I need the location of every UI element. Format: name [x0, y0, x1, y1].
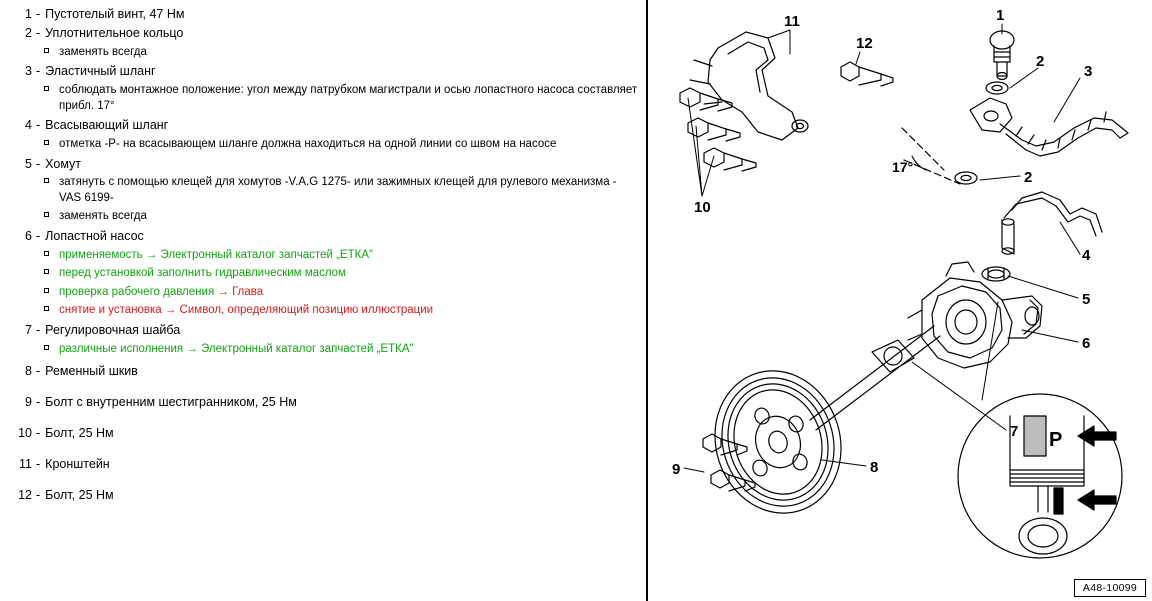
- callout-11: 11: [784, 13, 800, 30]
- list-item: [6, 487, 638, 504]
- part-note: [6, 266, 638, 282]
- callout-1: 1: [996, 7, 1005, 24]
- callout-3: 3: [1084, 63, 1093, 80]
- part-heading: [6, 228, 638, 245]
- square-bullet-icon: [44, 288, 49, 293]
- dash: -: [36, 64, 41, 79]
- part-note: [6, 137, 638, 153]
- part-heading: [6, 487, 638, 504]
- part-heading: [6, 156, 638, 173]
- dash: -: [36, 395, 41, 410]
- part-title: Болт, 25 Нм: [45, 487, 114, 502]
- part-heading: [6, 394, 638, 411]
- callout-8: 8: [870, 459, 879, 476]
- callout-6: 6: [1082, 335, 1091, 352]
- part-note: [6, 175, 638, 206]
- part-number: 2: [25, 25, 32, 40]
- part-note-text: различные исполнения → Электронный каталог запчастей „ЕТКА": [59, 342, 414, 355]
- part-number: 6: [25, 228, 32, 243]
- callout-12: 12: [856, 35, 873, 52]
- dash: -: [36, 7, 41, 21]
- part-number: 3: [25, 64, 32, 79]
- part-number: 1: [25, 7, 32, 21]
- dash: -: [36, 156, 41, 171]
- square-bullet-icon: [44, 140, 49, 145]
- callout-7: 7: [1010, 423, 1019, 440]
- dash: -: [36, 228, 41, 243]
- part-title: Всасывающий шланг: [45, 118, 169, 133]
- part-title: Эластичный шланг: [45, 64, 156, 79]
- square-bullet-icon: [44, 178, 49, 183]
- part-note: [6, 303, 638, 319]
- list-item: [6, 425, 638, 442]
- part-title: Хомут: [45, 156, 82, 171]
- list-item: [6, 363, 638, 380]
- part-title: Лопастной насос: [45, 228, 144, 243]
- part-note-text: применяемость → Электронный каталог запчастей „ЕТКА": [59, 248, 374, 261]
- part-number: 12: [18, 487, 32, 502]
- part-title: Кронштейн: [45, 456, 110, 471]
- square-bullet-icon: [44, 345, 49, 350]
- list-item: [6, 63, 638, 114]
- part-heading: [6, 456, 638, 473]
- part-heading: [6, 25, 638, 42]
- dash: -: [36, 364, 41, 379]
- dash: -: [36, 487, 41, 502]
- part-note: [6, 248, 638, 264]
- part-note: [6, 285, 638, 301]
- part-note-text: затянуть с помощью клещей для хомутов -V.A.G 1275- или зажимных клещей для рулевого механизма -VAS 6199-: [59, 176, 617, 204]
- callout-4: 4: [1082, 247, 1091, 264]
- square-bullet-icon: [44, 48, 49, 53]
- part-title: Регулировочная шайба: [45, 322, 181, 337]
- part-note-text: проверка рабочего давления → Глава: [59, 285, 264, 298]
- part-note-text: соблюдать монтажное положение: угол между патрубком магистрали и осью лопастного насоса составляет прибл. 17°: [59, 84, 638, 112]
- illustration-code: A48-10099: [1074, 579, 1146, 597]
- mark-label-p: P: [1049, 429, 1063, 451]
- callout-10: 10: [694, 199, 711, 216]
- part-note: [6, 45, 638, 61]
- part-title: Болт с внутренним шестигранником, 25 Нм: [45, 395, 297, 410]
- square-bullet-icon: [44, 306, 49, 311]
- part-title: Болт, 25 Нм: [45, 426, 114, 441]
- part-note: [6, 342, 638, 358]
- part-heading: [6, 6, 638, 23]
- part-note-text: отметка -Р- на всасывающем шланге должна находиться на одной линии со швом на насосе: [59, 138, 557, 151]
- part-note-text: заменять всегда: [59, 210, 147, 223]
- part-number: 11: [19, 456, 32, 471]
- part-heading: [6, 117, 638, 134]
- part-note-text: снятие и установка → Символ, определяющий позицию иллюстрации: [59, 304, 434, 317]
- list-item: [6, 156, 638, 225]
- angle-label: 17°: [892, 159, 914, 175]
- list-item: [6, 322, 638, 357]
- dash: -: [36, 118, 41, 133]
- callout-9: 9: [672, 461, 681, 478]
- part-number: 5: [25, 156, 32, 171]
- part-number: 4: [25, 118, 32, 133]
- part-number: 10: [18, 426, 32, 441]
- list-item: [6, 117, 638, 152]
- square-bullet-icon: [44, 212, 49, 217]
- part-number: 8: [25, 364, 32, 379]
- callout-5: 5: [1082, 291, 1091, 308]
- part-note-text: перед установкой заполнить гидравлическим маслом: [59, 267, 346, 280]
- list-item: [6, 394, 638, 411]
- square-bullet-icon: [44, 269, 49, 274]
- part-note: [6, 83, 638, 114]
- part-note: [6, 209, 638, 225]
- part-heading: [6, 63, 638, 80]
- part-note-text: заменять всегда: [59, 45, 147, 58]
- pump-assembly-drawing: [650, 0, 1152, 601]
- list-item: [6, 228, 638, 319]
- square-bullet-icon: [44, 251, 49, 256]
- list-item: [6, 25, 638, 60]
- dash: -: [36, 25, 41, 40]
- square-bullet-icon: [44, 86, 49, 91]
- callout-2a: 2: [1036, 53, 1045, 70]
- part-title: Ременный шкив: [45, 364, 138, 379]
- part-number: 7: [25, 322, 32, 337]
- part-heading: [6, 322, 638, 339]
- part-heading: [6, 425, 638, 442]
- part-title: Уплотнительное кольцо: [45, 25, 184, 40]
- callout-2b: 2: [1024, 169, 1033, 186]
- dash: -: [36, 322, 41, 337]
- part-number: 9: [25, 395, 32, 410]
- dash: -: [36, 456, 41, 471]
- list-item: [6, 456, 638, 473]
- part-heading: [6, 363, 638, 380]
- part-title: Пустотелый винт, 47 Нм: [45, 7, 185, 21]
- exploded-view-illustration: [650, 0, 1152, 601]
- list-item: [6, 6, 638, 23]
- dash: -: [36, 426, 41, 441]
